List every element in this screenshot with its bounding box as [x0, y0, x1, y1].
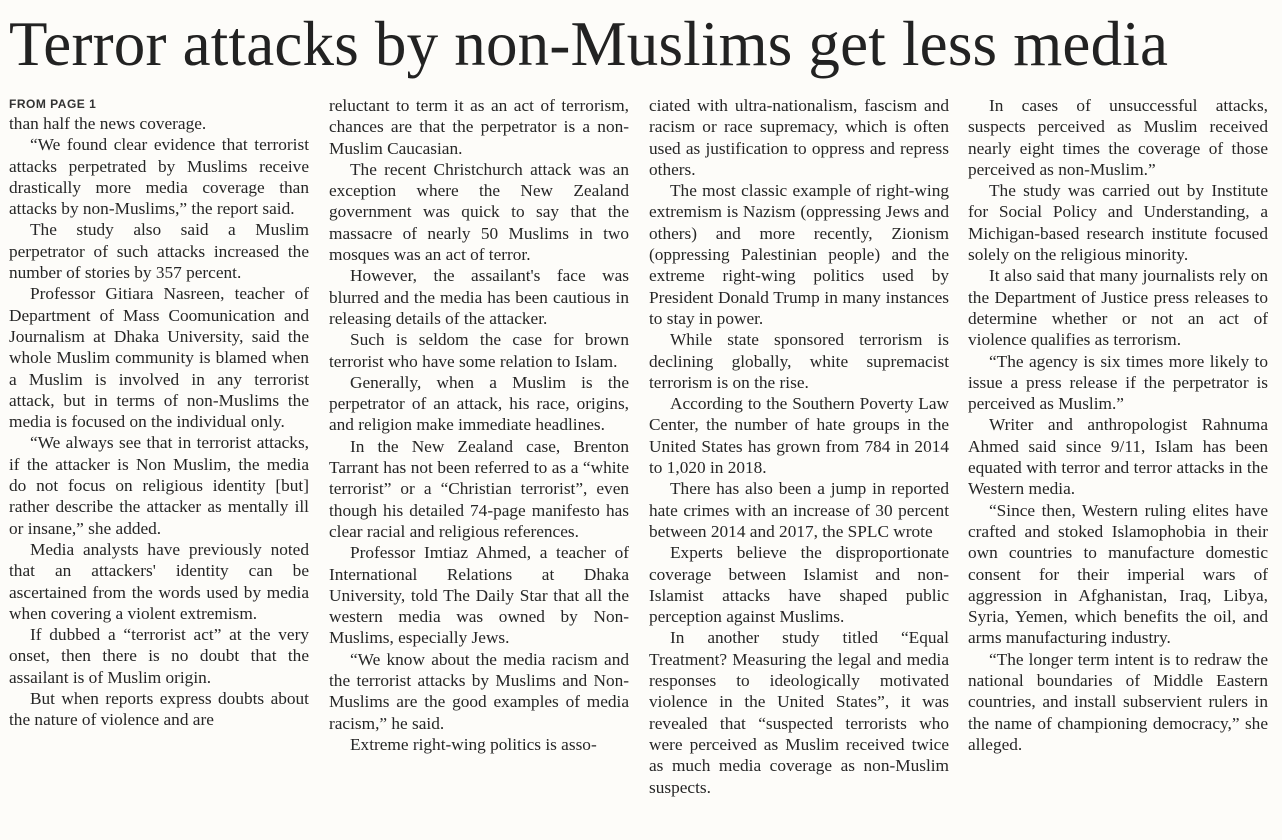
- continued-from-label: FROM PAGE 1: [9, 97, 97, 111]
- paragraph: Generally, when a Muslim is the perpetrator of an attack, his race, origins, and religion make immediate headlines.: [329, 372, 629, 435]
- paragraph: The most classic example of right-wing extremism is Nazism (oppressing Jews and others) and more recently, Zionism (oppressing Palestinian people) and the extreme right-wing politics used by President Donald Trump in many instances to stay in power.: [649, 181, 949, 328]
- article-column-2: [329, 95, 629, 840]
- article-column-1: [9, 95, 309, 840]
- paragraph: If dubbed a “terrorist act” at the very onset, then there is no doubt that the assailant is of Muslim origin.: [9, 625, 309, 687]
- paragraph: “The longer term intent is to redraw the national boundaries of Middle Eastern countries, and install subservient rulers in the name of championing democracy,” she alleged.: [968, 649, 1268, 754]
- paragraph: In the New Zealand case, Brenton Tarrant has not been referred to as a “white terrorist” or a “Christian terrorist”, even though his detailed 74-page manifesto has clear racial and religious references.: [329, 436, 629, 541]
- paragraph: It also said that many journalists rely on the Department of Justice press releases to determine whether or not an act of violence qualifies as terrorism.: [968, 266, 1268, 350]
- paragraph: The recent Christchurch attack was an exception where the New Zealand government was quick to say that the massacre of nearly 50 Muslims in two mosques was an act of terror.: [329, 159, 629, 265]
- paragraph: According to the Southern Poverty Law Center, the number of hate groups in the United States has grown from 784 in 2014 to 1,020 in 2018.: [649, 394, 949, 478]
- paragraph: ciated with ultra-nationalism, fascism and racism or race supremacy, which is often used as justification to oppress and repress others.: [649, 96, 949, 179]
- paragraph: Professor Gitiara Nasreen, teacher of Department of Mass Coomunication and Journalism at Dhaka University, said the whole Muslim community is blamed when a Muslim is involved in any terrorist attack, but in terms of non-Muslims the media is focused on the individual only.: [9, 284, 309, 432]
- paragraph: Professor Imtiaz Ahmed, a teacher of International Relations at Dhaka University, told The Daily Star that all the western media was owned by Non-Muslims, especially Jews.: [329, 543, 629, 648]
- headline: Terror attacks by non-Muslims get less media: [9, 9, 1169, 79]
- article-column-3: [649, 95, 949, 840]
- paragraph: “We always see that in terrorist attacks, if the attacker is Non Muslim, the media do not focus on religious identity [but] rather describe the attacker as mentally ill or insane,” she added.: [9, 433, 309, 538]
- article-column-4: [968, 95, 1268, 840]
- paragraph: The study also said a Muslim perpetrator of such attacks increased the number of stories by 357 percent.: [9, 220, 309, 283]
- paragraph: Writer and anthropologist Rahnuma Ahmed said since 9/11, Islam has been equated with terror and terror attacks in the Western media.: [968, 415, 1268, 499]
- paragraph: Media analysts have previously noted that an attackers' identity can be ascertained from the words used by media when covering a violent extremism.: [9, 539, 309, 623]
- paragraph: But when reports express doubts about the nature of violence and are: [9, 689, 309, 730]
- paragraph: There has also been a jump in reported hate crimes with an increase of 30 percent between 2014 and 2017, the SPLC wrote: [649, 479, 949, 541]
- paragraph: “We found clear evidence that terrorist attacks perpetrated by Muslims receive drastically more media coverage than attacks by non-Muslims,” the report said.: [9, 135, 309, 219]
- paragraph: “The agency is six times more likely to issue a press release if the perpetrator is perceived as Muslim.”: [968, 351, 1268, 414]
- paragraph: Experts believe the disproportionate coverage between Islamist and non-Islamist attacks have shaped public perception against Muslims.: [649, 543, 949, 627]
- paragraph: In another study titled “Equal Treatment? Measuring the legal and media responses to ideologically motivated violence in the United States”, it was revealed that “suspected terrorists who were perceived as Muslim received twice as much media coverage as non-Muslim suspects.: [649, 628, 949, 797]
- paragraph: “We know about the media racism and the terrorist attacks by Muslims and Non-Muslims are the good examples of media racism,” he said.: [329, 649, 629, 733]
- paragraph: Such is seldom the case for brown terrorist who have some relation to Islam.: [329, 330, 629, 371]
- paragraph: reluctant to term it as an act of terrorism, chances are that the perpetrator is a non-Muslim Caucasian.: [329, 96, 629, 158]
- paragraph: The study was carried out by Institute for Social Policy and Understanding, a Michigan-based research institute focused solely on the religious minority.: [968, 181, 1268, 265]
- paragraph: In cases of unsuccessful attacks, suspects perceived as Muslim received nearly eight times the coverage of those perceived as non-Muslim.”: [968, 96, 1268, 179]
- paragraph: “Since then, Western ruling elites have crafted and stoked Islamophobia in their own countries to manufacture domestic consent for their imperial wars of aggression in Afghanistan, Iraq, Libya, Syria, Yemen, which benefits the oil, and arms manufacturing industry.: [968, 500, 1268, 648]
- paragraph: than half the news coverage.: [9, 114, 207, 133]
- paragraph: However, the assailant's face was blurred and the media has been cautious in releasing details of the attacker.: [329, 266, 629, 328]
- paragraph: While state sponsored terrorism is declining globally, white supremacist terrorism is on the rise.: [649, 330, 949, 392]
- paragraph: Extreme right-wing politics is asso-: [350, 734, 597, 754]
